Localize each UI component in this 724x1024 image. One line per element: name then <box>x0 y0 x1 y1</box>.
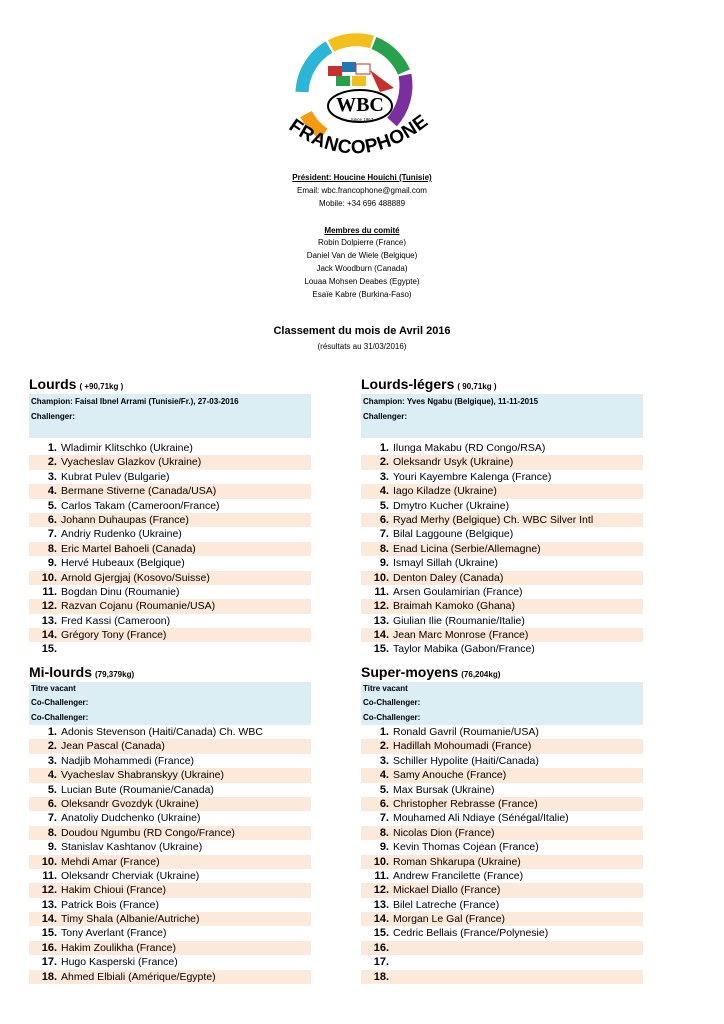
ranking-row <box>361 628 643 642</box>
rank-number: 8. <box>379 542 389 555</box>
ranking-row <box>361 883 643 897</box>
ranking-row <box>361 599 643 613</box>
boxer-name: Razvan Cojanu (Roumanie/USA) <box>61 600 216 613</box>
boxer-name: Jean Marc Monrose (France) <box>393 629 529 642</box>
ranking-row <box>361 855 643 869</box>
boxer-name: Vyacheslav Shabranskyy (Ukraine) <box>61 769 225 782</box>
rank-number: 15. <box>373 643 389 656</box>
boxer-name: Arnold Gjergjaj (Kosovo/Suisse) <box>61 571 210 584</box>
ranking-row <box>29 869 311 883</box>
info-box <box>361 682 643 725</box>
rank-number: 16. <box>373 941 389 954</box>
ranking-row <box>29 912 311 926</box>
boxer-name: Tony Averlant (France) <box>61 927 167 940</box>
rank-number: 1. <box>47 726 57 738</box>
ranking-row <box>29 585 311 599</box>
boxer-name: Grégory Tony (France) <box>61 629 167 642</box>
boxer-name: Nicolas Dion (France) <box>393 826 495 839</box>
ranking-row <box>361 513 643 527</box>
rank-number: 13. <box>41 898 57 911</box>
logo-wbc-text: WBC <box>336 94 384 116</box>
ranking-row <box>361 441 643 455</box>
boxer-name: Iago Kiladze (Ukraine) <box>393 485 497 498</box>
mobile-line: Mobile: +34 696 488889 <box>318 199 406 208</box>
boxer-name: Kevin Thomas Cojean (France) <box>393 841 539 854</box>
rank-number: 18. <box>41 970 57 983</box>
rank-number: 15. <box>373 927 389 940</box>
rank-number: 9. <box>379 557 389 570</box>
ranking-row <box>361 898 643 912</box>
rank-number: 1. <box>47 442 57 454</box>
rank-number: 5. <box>47 499 57 512</box>
ranking-row <box>361 754 643 768</box>
rank-number: 17. <box>373 956 389 969</box>
email-line: Email: wbc.francophone@gmail.com <box>297 186 427 195</box>
rank-number: 14. <box>41 629 57 642</box>
rank-number: 4. <box>379 769 389 782</box>
ranking-row <box>361 970 643 984</box>
rank-number: 5. <box>47 783 57 796</box>
ranking-row <box>361 542 643 556</box>
category-title: Lourds <box>29 376 77 392</box>
ranking-row <box>29 970 311 984</box>
category-lourds <box>29 376 311 657</box>
ranking-row <box>361 571 643 585</box>
rank-number: 8. <box>47 542 57 555</box>
ranking-row <box>29 754 311 768</box>
ranking-row <box>361 797 643 811</box>
rank-number: 11. <box>42 585 57 598</box>
boxer-name: Bilel Latreche (France) <box>393 898 500 911</box>
rank-number: 6. <box>47 513 57 526</box>
boxer-name: Lucian Bute (Roumanie/Canada) <box>61 783 214 796</box>
boxer-name: Braimah Kamoko (Ghana) <box>393 600 515 613</box>
rank-number: 9. <box>47 841 57 854</box>
rank-number: 12. <box>373 884 389 897</box>
boxer-name: Hadillah Mohoumadi (France) <box>393 740 532 753</box>
category-weight: ( +90,71kg ) <box>79 382 124 391</box>
ranking-row <box>29 811 311 825</box>
ranking-row <box>361 869 643 883</box>
boxer-name: Stanislav Kashtanov (Ukraine) <box>61 841 203 854</box>
category-heading <box>29 664 311 682</box>
boxer-name: Ronald Gavril (Roumanie/USA) <box>393 726 539 738</box>
champion-line: Champion: Yves Ngabu (Belgique), 11-11-2015 <box>363 397 539 406</box>
boxer-name: Hakim Zoulikha (France) <box>61 941 176 954</box>
boxer-name: Oleksandr Usyk (Ukraine) <box>393 456 514 469</box>
rank-number: 10. <box>373 571 389 584</box>
ranking-row <box>361 642 643 656</box>
rank-number: 4. <box>47 769 57 782</box>
boxer-name: Ismayl Sillah (Ukraine) <box>393 557 499 570</box>
rank-number: 12. <box>373 600 389 613</box>
boxer-name: Anatoliy Dudchenko (Ukraine) <box>61 812 201 825</box>
boxer-name: Kubrat Pulev (Bulgarie) <box>61 470 170 483</box>
boxer-name: Vyacheslav Glazkov (Ukraine) <box>61 456 202 469</box>
title-status-line: Titre vacant <box>363 684 408 693</box>
rank-number: 14. <box>373 629 389 642</box>
rank-number: 7. <box>47 528 57 541</box>
boxer-name: Eric Martel Bahoeli (Canada) <box>61 542 196 555</box>
committee-member: Louaa Mohsen Deabes (Egypte) <box>304 277 420 286</box>
ranking-row <box>29 725 311 739</box>
rank-number: 10. <box>373 855 389 868</box>
boxer-name: Ilunga Makabu (RD Congo/RSA) <box>393 442 546 454</box>
ranking-row <box>361 912 643 926</box>
boxer-name: Johann Duhaupas (France) <box>61 513 189 526</box>
category-weight: ( 90,71kg ) <box>457 382 497 391</box>
logo-since-text: Since 1963 <box>350 117 374 122</box>
rank-number: 7. <box>47 812 57 825</box>
boxer-name: Oleksandr Gvozdyk (Ukraine) <box>61 797 199 810</box>
rank-number: 7. <box>379 528 389 541</box>
rank-number: 11. <box>374 585 389 598</box>
ranking-row <box>361 725 643 739</box>
boxer-name: Nadjib Mohammedi (France) <box>61 754 195 767</box>
logo-francophone-text: FRANCOPHONE <box>285 110 433 159</box>
president-line: Président: Houcine Houichi (Tunisie) <box>292 173 432 182</box>
flags-icon <box>328 62 394 92</box>
rank-number: 9. <box>47 557 57 570</box>
rank-number: 3. <box>379 470 389 483</box>
boxer-name: Timy Shala (Albanie/Autriche) <box>61 913 200 926</box>
ranking-row <box>361 926 643 940</box>
rank-number: 15. <box>41 643 57 656</box>
boxer-name: Enad Licina (Serbie/Allemagne) <box>393 542 541 555</box>
ranking-list <box>361 725 643 984</box>
wbc-francophone-logo <box>262 22 452 172</box>
ranking-row <box>29 455 311 469</box>
ranking-row <box>29 783 311 797</box>
ranking-list <box>29 441 311 657</box>
rank-number: 15. <box>41 927 57 940</box>
category-mi-lourds <box>29 664 311 984</box>
committee-member: Daniel Van de Wiele (Belgique) <box>306 251 418 260</box>
boxer-name: Ryad Merhy (Belgique) Ch. WBC Silver Intl <box>393 513 594 526</box>
ranking-row <box>361 527 643 541</box>
boxer-name: Hervé Hubeaux (Belgique) <box>61 557 185 570</box>
boxer-name: Arsen Goulamirian (France) <box>393 585 523 598</box>
rank-number: 4. <box>379 485 389 498</box>
ranking-row <box>361 499 643 513</box>
committee-title: Membres du comité <box>324 226 400 235</box>
category-heading <box>361 664 643 682</box>
ranking-row <box>361 768 643 782</box>
boxer-name: Bilal Laggoune (Belgique) <box>393 528 514 541</box>
boxer-name: Bogdan Dinu (Roumanie) <box>61 585 180 598</box>
ranking-row <box>361 455 643 469</box>
rank-number: 5. <box>379 499 389 512</box>
ranking-row <box>29 484 311 498</box>
ranking-row <box>29 614 311 628</box>
info-box <box>29 682 311 725</box>
ranking-note: (résultats au 31/03/2016) <box>317 342 407 351</box>
ranking-row <box>29 628 311 642</box>
ranking-row <box>29 527 311 541</box>
ranking-row <box>29 599 311 613</box>
rank-number: 1. <box>379 442 389 454</box>
boxer-name: Patrick Bois (France) <box>61 898 160 911</box>
ranking-row <box>29 499 311 513</box>
ranking-list <box>29 725 311 984</box>
co-challenger-line: Co-Challenger: <box>363 712 421 722</box>
title-status-line: Titre vacant <box>31 684 76 693</box>
boxer-name: Andrew Francilette (France) <box>393 869 524 882</box>
boxer-name: Fred Kassi (Cameroon) <box>61 614 171 627</box>
committee-member: Esaïe Kabre (Burkina-Faso) <box>312 290 412 299</box>
ranking-row <box>29 840 311 854</box>
rank-number: 4. <box>47 485 57 498</box>
co-challenger-line: Co-Challenger: <box>363 698 421 708</box>
boxer-name: Jean Pascal (Canada) <box>61 740 165 753</box>
rank-number: 13. <box>41 614 57 627</box>
ranking-title: Classement du mois de Avril 2016 <box>273 325 451 337</box>
ranking-row <box>29 926 311 940</box>
rank-number: 8. <box>47 826 57 839</box>
rank-number: 13. <box>373 898 389 911</box>
rank-number: 18. <box>373 970 389 983</box>
ranking-row <box>29 797 311 811</box>
rank-number: 12. <box>41 884 57 897</box>
ranking-row <box>29 571 311 585</box>
rank-number: 1. <box>379 726 389 738</box>
ranking-row <box>361 585 643 599</box>
info-box <box>361 394 643 438</box>
rank-number: 11. <box>374 869 389 882</box>
ranking-row <box>29 441 311 455</box>
boxer-name: Ahmed Elbiali (Amérique/Egypte) <box>61 970 216 983</box>
boxer-name: Dmytro Kucher (Ukraine) <box>393 499 510 512</box>
rank-number: 2. <box>379 740 389 753</box>
boxer-name: Cedric Bellais (France/Polynesie) <box>393 927 549 940</box>
ranking-row <box>29 898 311 912</box>
ranking-row <box>29 556 311 570</box>
boxer-name: Wladimir Klitschko (Ukraine) <box>61 442 193 454</box>
boxer-name: Christopher Rebrasse (France) <box>393 797 538 810</box>
ranking-row <box>29 941 311 955</box>
rank-number: 8. <box>379 826 389 839</box>
ranking-row <box>361 484 643 498</box>
ranking-list <box>361 441 643 657</box>
category-title: Mi-lourds <box>29 664 92 680</box>
boxer-name: Mickael Diallo (France) <box>393 884 501 897</box>
rank-number: 3. <box>47 470 57 483</box>
challenger-line: Challenger: <box>31 412 76 421</box>
ranking-row <box>29 855 311 869</box>
boxer-name: Schiller Hypolite (Haiti/Canada) <box>393 754 539 767</box>
ranking-row <box>29 768 311 782</box>
ranking-row <box>361 941 643 955</box>
category-lourds-legers <box>361 376 643 657</box>
info-box <box>29 394 311 438</box>
rank-number: 10. <box>41 571 57 584</box>
boxer-name: Hakim Chioui (France) <box>61 884 167 897</box>
boxer-name: Max Bursak (Ukraine) <box>393 783 495 796</box>
boxer-name: Adonis Stevenson (Haiti/Canada) Ch. WBC <box>61 726 263 738</box>
rank-number: 6. <box>379 513 389 526</box>
boxer-name: Hugo Kasperski (France) <box>61 956 178 969</box>
ranking-row <box>361 556 643 570</box>
boxer-name: Bermane Stiverne (Canada/USA) <box>61 485 217 498</box>
category-weight: (76,204kg) <box>461 670 501 679</box>
category-weight: (79,379kg) <box>95 670 135 679</box>
boxer-name: Taylor Mabika (Gabon/France) <box>393 643 535 656</box>
category-title: Lourds-légers <box>361 376 455 392</box>
ranking-row <box>361 955 643 969</box>
co-challenger-line: Co-Challenger: <box>31 698 89 708</box>
rank-number: 12. <box>41 600 57 613</box>
rank-number: 5. <box>379 783 389 796</box>
rank-number: 3. <box>379 754 389 767</box>
boxer-name: Morgan Le Gal (France) <box>393 913 506 926</box>
rank-number: 6. <box>379 797 389 810</box>
ranking-row <box>29 642 311 656</box>
boxer-name: Mehdi Amar (France) <box>61 855 160 868</box>
ranking-row <box>361 470 643 484</box>
boxer-name: Samy Anouche (France) <box>393 769 507 782</box>
boxer-name: Carlos Takam (Cameroon/France) <box>61 499 220 512</box>
ranking-row <box>29 826 311 840</box>
challenger-line: Challenger: <box>363 412 408 421</box>
boxer-name: Doudou Ngumbu (RD Congo/France) <box>61 826 235 839</box>
category-super-moyens <box>361 664 643 984</box>
boxer-name: Mouhamed Ali Ndiaye (Sénégal/Italie) <box>393 812 569 825</box>
ranking-row <box>361 826 643 840</box>
boxer-name: Denton Daley (Canada) <box>393 571 504 584</box>
ranking-row <box>361 614 643 628</box>
boxer-name: Giulian Ilie (Roumanie/Italie) <box>393 614 525 627</box>
category-heading <box>29 376 311 394</box>
champion-line: Champion: Faisal Ibnel Arrami (Tunisie/Fr.), 27-03-2016 <box>31 397 239 406</box>
rank-number: 17. <box>41 956 57 969</box>
rank-number: 3. <box>47 754 57 767</box>
rank-number: 10. <box>41 855 57 868</box>
rank-number: 13. <box>373 614 389 627</box>
rank-number: 7. <box>379 812 389 825</box>
rank-number: 6. <box>47 797 57 810</box>
ranking-row <box>361 783 643 797</box>
boxer-name: Oleksandr Cherviak (Ukraine) <box>61 869 200 882</box>
rank-number: 11. <box>42 869 57 882</box>
ranking-row <box>361 739 643 753</box>
category-title: Super-moyens <box>361 664 459 680</box>
ranking-row <box>361 811 643 825</box>
ranking-row <box>29 883 311 897</box>
category-heading <box>361 376 643 394</box>
boxer-name: Roman Shkarupa (Ukraine) <box>393 855 521 868</box>
rank-number: 16. <box>41 941 57 954</box>
rank-number: 2. <box>379 456 389 469</box>
ranking-row <box>29 739 311 753</box>
rank-number: 14. <box>373 913 389 926</box>
boxer-name: Youri Kayembre Kalenga (France) <box>393 470 552 483</box>
ranking-row <box>29 542 311 556</box>
ranking-row <box>29 955 311 969</box>
ranking-row <box>29 470 311 484</box>
rank-number: 2. <box>47 456 57 469</box>
ranking-row <box>361 840 643 854</box>
rank-number: 14. <box>41 913 57 926</box>
boxer-name: Andriy Rudenko (Ukraine) <box>61 528 182 541</box>
rank-number: 9. <box>379 841 389 854</box>
co-challenger-line: Co-Challenger: <box>31 712 89 722</box>
committee-member: Jack Woodburn (Canada) <box>316 264 408 273</box>
committee-member: Robin Dolpierre (France) <box>317 238 407 247</box>
ranking-row <box>29 513 311 527</box>
rank-number: 2. <box>47 740 57 753</box>
